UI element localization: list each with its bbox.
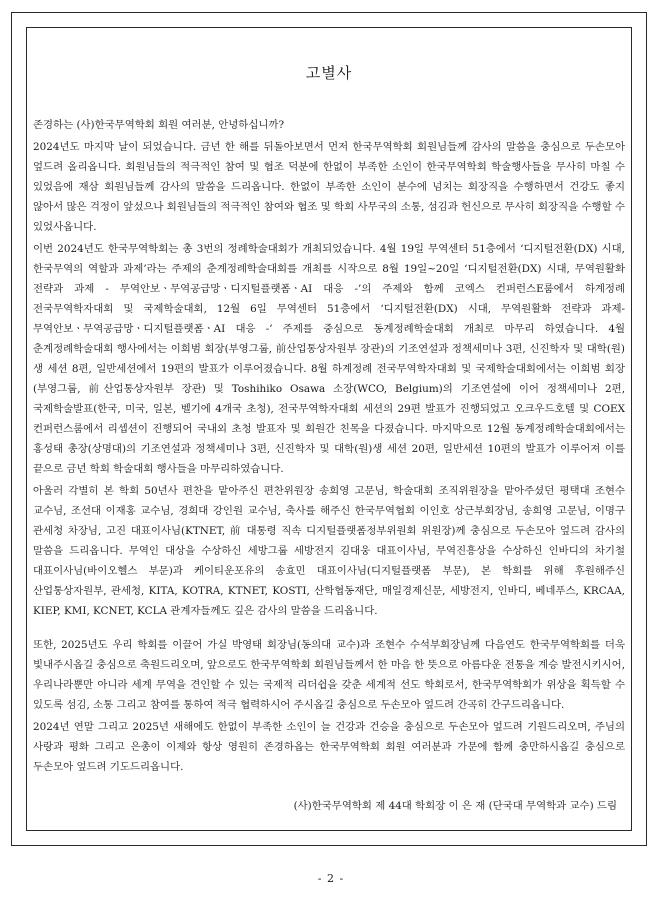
outer-border-frame — [11, 12, 647, 846]
page-number: - 2 - — [317, 872, 345, 885]
inner-border-frame — [26, 27, 632, 831]
paragraph-next-president: 또한, 2025년도 우리 학회를 이끌어 가실 박영태 회장님(동의대 교수)과 조현수 수석부회장님께 다음연도 한국무역학회를 더욱 빛내주시옵길 충심으로 축원드리오며, 앞으로도 한국무역학회 회원님들께서 한 마음 한 뜻으로 아름다운 전통을 계승 발전시키시어, 우리나라뿐만 아니라 세계 무역을 견인할 수 있는 국제적 리더쉽을 갖춘 세계적 선도 학회로서, 한국무역학회가 위상을 획득할 수 있도록 섬김, 소통 그리고 참여를 통하여 적극 협력하시어 주시옵길 충심으로 두손모아 엎드려 간곡히 간구드리옵니다. — [33, 639, 625, 711]
document-title: 고별사 — [305, 64, 353, 82]
paragraph-acknowledgements: 아울러 각별히 본 학회 50년사 편찬을 맡아주신 편찬위원장 송희영 고문님, 학술대회 조직위원장을 맡아주셨던 평택대 조현수 교수님, 조선대 이재홍 교수님, 경희대 강인원 교수님, 축사를 해주신 한국무역협회 이인호 상근부회장님, 송희영 고문님, 이명구 관세청 차장님, 고진 대표이사님(KTNET, 前 대통령 직속 디지털플랫폼정부위원회 위원장)께 충심으로 두손모아 엎드려 감사의 말씀을 드리옵니다. 무역인 대상을 수상하신 세방그룹 세방전지 김대웅 대표이사님, 무역진흥상을 수상하신 인바디의 차기철 대표이사님(바이오헬스 부문)과 케이티운포유의 송효민 대표이사님(디지털플랫폼 부문), 본 학회를 위해 후원해주신 산업통상자원부, 관세청, KITA, KOTRA, KTNET, KOSTI, 산학협동재단, 매일경제신문, 세방전지, 인바디, 베네푸스, KRCAA, KIEP, KMI, KCNET, KCLA 관계자들께도 깊은 감사의 말씀을 드리옵니다. — [33, 485, 625, 617]
paragraph-thanks: 2024년도 마지막 날이 되었습니다. 금년 한 해를 뒤돌아보면서 먼저 한국무역학회 회원님들께 감사의 말씀을 충심으로 두손모아 엎드려 올리옵니다. 회원님들의 적극적인 참여 및 협조 덕분에 한없이 부족한 소인이 한국무역학회 학술행사들을 무사히 마칠 수 있었음에 재삼 회원님들께 감사의 말씀을 드리옵니다. 한없이 부족한 소인이 분수에 넘치는 회장직을 수행하면서 건강도 좋지 않아서 많은 걱정이 앞섰으나 회원님들의 적극적인 참여와 협조 및 학회 사무국의 소통, 섬김과 헌신으로 무사히 회장직을 수행할 수 있었사옵니다. — [33, 141, 625, 233]
paragraph-conferences: 이번 2024년도 한국무역학회는 총 3번의 정례학술대회가 개최되었습니다. 4월 19일 무역센터 51층에서 ‘디지털전환(DX) 시대, 한국무역의 역할과 과제’라는 주제의 춘계정례학술대회를 개최를 시작으로 8월 19일~20일 ‘디지털전환(DX) 시대, 무역원활화 전략과 과제 - 무역안보ㆍ무역공급망ㆍ디지털플랫폼ㆍAI 대응 -’의 주제와 함께 코엑스 컨퍼런스E룸에서 하계정례 전국무역학자대회 및 국제학술대회, 12월 6일 무역센터 51층에서 ‘디지털전환(DX) 시대, 무역원활화 전략과 과제- 무역안보ㆍ무역공급망ㆍ디지털플랫폼ㆍAI 대응 -’ 주제를 중심으로 동계정례학술대회 개최로 마무리 하였습니다. 4월 춘계정례학술대회 행사에서는 이희범 회장(부영그룹, 前산업통상자원부 장관)의 기조연설과 정책세미나 3편, 신진학자 및 대학(원)생 세션 8편, 일반세션에서 19편의 발표가 이루어졌습니다. 8월 하계정례 전국무역학자대회 및 국제학술대회에서는 이희범 회장(부영그룹, 前산업통상자원부 장관) 및 Toshihiko Osawa 소장(WCO, Belgium)의 기조연설에 이어 정책세미나 2편, 국제학술발표(한국, 미국, 일본, 벨기에 4개국 초청), 전국무역학자대회 세션의 29편 발표가 진행되었고 오크우드호텔 및 COEX 컨퍼런스룸에서 리셉션이 진행되어 국내외 초청 발표자 및 회원간 친목을 다졌습니다. 마지막으로 12월 동계정례학술대회에서는 홍성태 총장(상명대)의 기조연설과 정책세미나 3편, 신진학자 및 대학(원)생 세션 20편, 일반세션 10편의 발표가 이루어져 이를 끝으로 금년 학회 학술대회 행사들을 마무리하였습니다. — [33, 243, 625, 475]
greeting-line: 존경하는 (사)한국무역학회 회원 여러분, 안녕하십니까? — [33, 119, 285, 131]
signature-line: (사)한국무역학회 제 44대 학회장 이 은 재 (단국대 무역학과 교수) 드림 — [293, 800, 617, 812]
paragraph-new-year-blessing: 2024년 연말 그리고 2025년 새해에도 한없이 부족한 소인이 늘 건강과 건승을 충심으로 두손모아 엎드려 기원드리오며, 주님의 사랑과 평화 그리고 은총이 이제와 항상 영원히 존경하옵는 한국무역학회 회원 여러분과 가문에 함께 충만하시옵길 충심으로 두손모아 엎드려 기도드리옵니다. — [33, 721, 625, 773]
